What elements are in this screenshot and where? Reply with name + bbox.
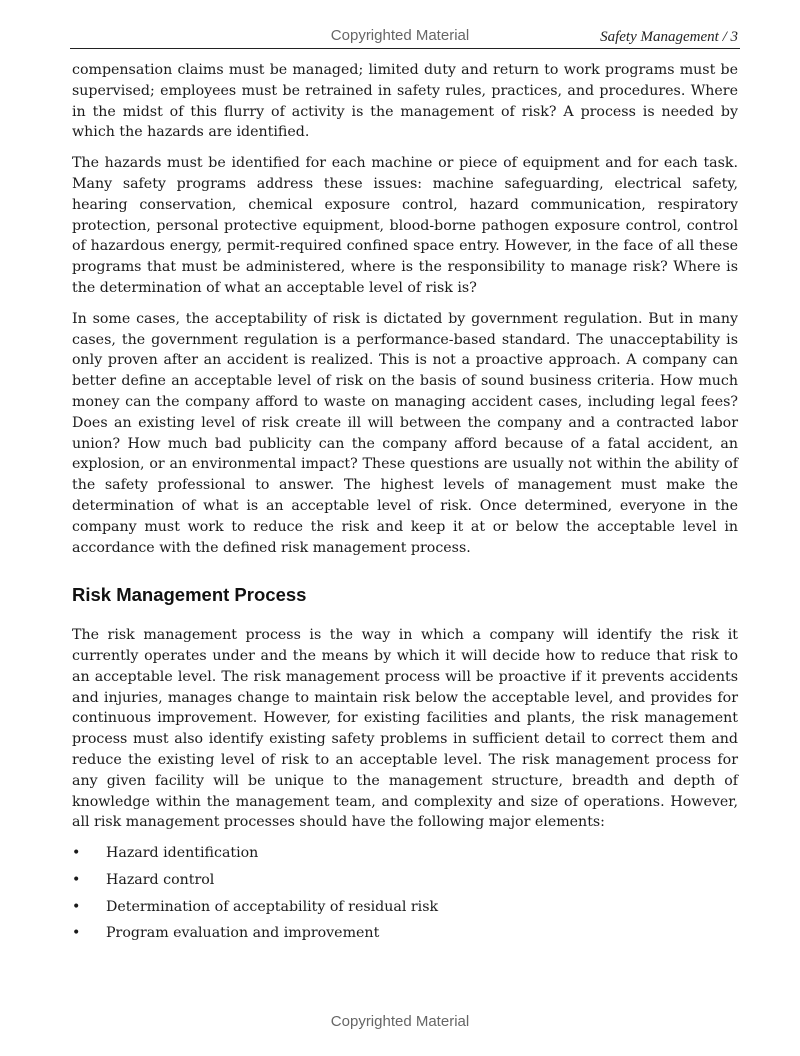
list-item — [72, 923, 738, 944]
section-paragraph: The risk management process is the way in which a company will identify the risk it currently operates under and the means by which it will decide how to reduce that risk to an acceptable level. The risk management process will be proactive if it prevents accidents and injuries, manages change to maintain risk below the acceptable level, and provides for continuous improvement. However, for existing facilities and plants, the risk management process must also identify existing safety problems in sufficient detail to correct them and reduce the existing level of risk to an acceptable level. The risk management process for any given facility will be unique to the management structure, breadth and depth of knowledge within the management team, and complexity and size of operations. However, all risk management processes should have the following major elements: — [72, 627, 738, 831]
header-rule — [70, 48, 740, 49]
paragraph-2: The hazards must be identified for each machine or piece of equipment and for each task. Many safety programs address these issues: machine safeguarding, electrical safety, hearing conservation, chemical exposure control, hazard communication, respiratory protection, personal protective equipment, blood-borne pathogen exposure control, control of hazardous energy, permit-required confined space entry. However, in the face of all these programs that must be administered, where is the responsibility to manage risk? Where is the determination of what an acceptable level of risk is? — [72, 155, 738, 296]
page-body — [72, 60, 738, 950]
paragraph-3: In some cases, the acceptability of risk is dictated by government regulation. But in many cases, the government regulation is a performance-based standard. The unacceptability is only proven after an accident is realized. This is not a proactive approach. A company can better define an acceptable level of risk on the basis of sound business criteria. How much money can the company afford to waste on managing accident cases, including legal fees? Does an existing level of risk create ill will between the company and a contracted labor union? How much bad publicity can the company afford because of a fatal accident, an explosion, or an environmental impact? These questions are usually not within the ability of the safety professional to answer. The highest levels of management must make the determination of what is an acceptable level of risk. Once determined, everyone in the company must work to reduce the risk and keep it at or below the acceptable level in accordance with the defined risk management process. — [72, 310, 738, 556]
list-item — [72, 843, 738, 864]
list-item-text: Hazard identification — [106, 845, 259, 862]
bullet-icon: • — [72, 871, 81, 888]
bullet-icon: • — [72, 898, 81, 915]
section-heading: Risk Management Process — [72, 584, 307, 606]
running-head: Safety Management / 3 — [600, 29, 738, 45]
watermark-bottom: Copyrighted Material — [330, 1013, 470, 1030]
list-item-text: Hazard control — [106, 871, 215, 888]
paragraph-1: compensation claims must be managed; limited duty and return to work programs must be supervised; employees must be retrained in safety rules, practices, and procedures. Where in the midst of this flurry of activity is the management of risk? A process is needed by which the hazards are identified. — [72, 62, 738, 141]
list-item-text: Program evaluation and improvement — [106, 925, 380, 942]
list-item — [72, 870, 738, 891]
watermark-top: Copyrighted Material — [330, 27, 470, 44]
list-item-text: Determination of acceptability of residual risk — [106, 898, 439, 915]
list-item — [72, 897, 738, 918]
bullet-icon: • — [72, 845, 81, 862]
element-list — [72, 843, 738, 944]
bullet-icon: • — [72, 925, 81, 942]
